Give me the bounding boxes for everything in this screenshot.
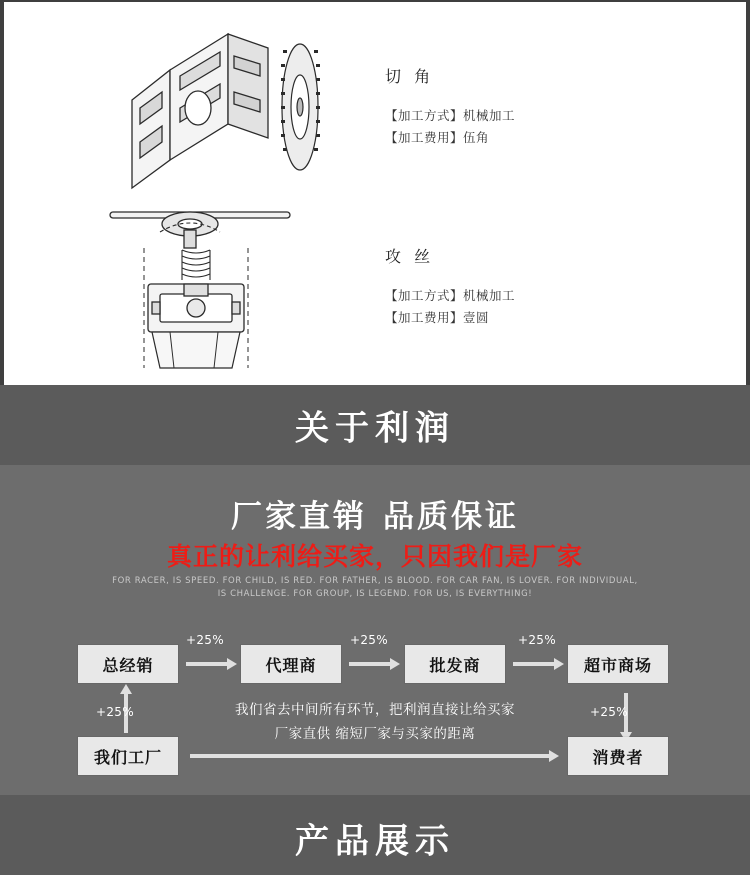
machining-item-method: 【加工方式】机械加工 xyxy=(385,108,516,123)
machining-item-title: 切 角 xyxy=(385,67,435,86)
english-slogan-line1: FOR RACER, IS SPEED. FOR CHILD, IS RED. FOR FATHER, IS BLOOD. FOR CAR FAN, IS LOVER. FOR INDIVIDUAL, xyxy=(112,576,638,586)
machining-item-chamfer xyxy=(0,12,750,192)
slogan-right: 品质保证 xyxy=(383,499,519,535)
machining-options-section xyxy=(0,0,750,385)
factory-direct-slogan xyxy=(0,491,750,536)
flow-arrow-2 xyxy=(349,662,391,666)
flow-markup-down: +25% xyxy=(590,705,628,719)
flow-arrow-3 xyxy=(513,662,555,666)
flow-markup-1: +25% xyxy=(186,633,224,647)
direct-supply-line2: 厂家直供 缩短厂家与买家的距离 xyxy=(274,726,476,742)
machining-item-method: 【加工方式】机械加工 xyxy=(385,288,516,303)
flow-node-general-agent: 总经销 xyxy=(78,645,178,683)
flow-markup-2: +25% xyxy=(350,633,388,647)
flow-node-consumer: 消费者 xyxy=(568,737,668,775)
direct-supply-note xyxy=(205,698,545,746)
flow-arrow-direct xyxy=(190,754,550,758)
flow-node-agent: 代理商 xyxy=(241,645,341,683)
flow-node-supermarket: 超市商场 xyxy=(568,645,668,683)
english-slogan-line2: IS CHALLENGE. FOR GROUP, IS LEGEND. FOR US, IS EVERYTHING! xyxy=(217,589,533,599)
profile-saw-blade-illustration xyxy=(100,12,330,192)
machining-item-fee: 【加工费用】壹圆 xyxy=(385,310,490,325)
direct-supply-line1: 我们省去中间所有环节，把利润直接让给买家 xyxy=(235,702,515,718)
machining-item-tapping xyxy=(0,192,750,372)
slogan-left: 厂家直销 xyxy=(231,499,367,535)
machining-item-title: 攻 丝 xyxy=(385,247,435,266)
red-slogan: 真正的让利给买家，只因我们是厂家 xyxy=(166,542,583,571)
machining-item-chamfer-text xyxy=(385,64,705,149)
footer-strip xyxy=(0,875,750,881)
flow-markup-3: +25% xyxy=(518,633,556,647)
flow-node-wholesaler: 批发商 xyxy=(405,645,505,683)
about-profit-title: 关于利润 xyxy=(295,408,455,449)
product-showcase-title: 产品展示 xyxy=(295,821,455,862)
flow-node-our-factory: 我们工厂 xyxy=(78,737,178,775)
machining-item-fee: 【加工费用】伍角 xyxy=(385,130,490,145)
about-profit-band xyxy=(0,385,750,465)
machining-item-tapping-text xyxy=(385,244,705,329)
flow-arrow-1 xyxy=(186,662,228,666)
profile-tap-tool-illustration xyxy=(100,192,330,372)
product-showcase-band xyxy=(0,795,750,881)
flow-markup-up: +25% xyxy=(96,705,134,719)
english-slogan xyxy=(0,575,750,601)
